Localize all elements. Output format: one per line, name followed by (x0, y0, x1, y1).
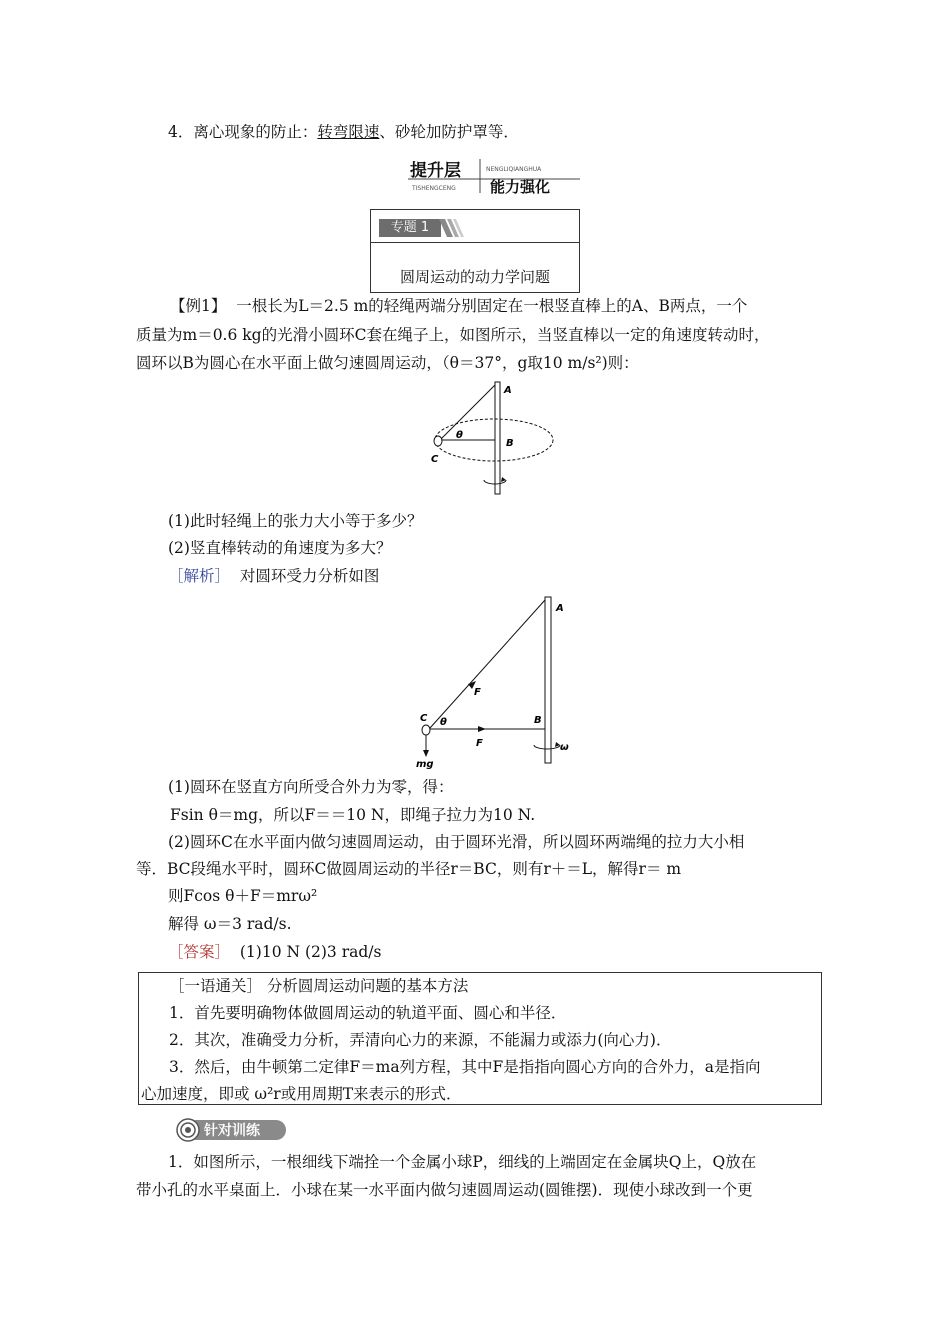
analysis-tag: ［解析］ (168, 567, 231, 585)
summary-point-4: 心加速度，即或 ω²r或用周期T来表示的形式． (141, 1085, 462, 1103)
example-tag: 【例1】 (170, 297, 227, 315)
drill-badge (176, 1118, 288, 1142)
question-1: (1)此时轻绳上的张力大小等于多少？ (168, 512, 423, 530)
banner-pinyin-left: TISHENGCENG (412, 185, 456, 192)
summary-box (138, 972, 822, 1105)
analysis-step-2: Fsin θ＝mg，所以F＝＝10 N，即绳子拉力为10 N. (170, 806, 536, 824)
banner-pinyin-right: NENGLIQIANGHUA (486, 166, 542, 173)
banner-title-left: 提升层 (410, 161, 461, 181)
analysis-intro-line: ［解析］ 对圆环受力分析如图 (168, 567, 380, 585)
topic-title: 圆周运动的动力学问题 (399, 268, 550, 286)
banner-graphic (406, 157, 582, 195)
answer-tag: ［答案］ (168, 943, 231, 961)
topic-label: 专题 1 (379, 219, 441, 237)
analysis-step-4: 等．BC段绳水平时，圆环C做圆周运动的半径r＝BC，则有r＋＝L，解得r＝ m (136, 860, 682, 878)
fig2-label-omega: ω (560, 742, 569, 753)
summary-point-1: 1．首先要明确物体做圆周运动的轨道平面、圆心和半径． (169, 1004, 567, 1022)
underlined-term: 转弯限速 (317, 123, 380, 141)
banner-title-right: 能力强化 (490, 178, 551, 195)
example-line-2: 质量为m＝0.6 kg的光滑小圆环C套在绳子上，如图所示，当竖直棒以一定的角速度转动时， (136, 326, 770, 344)
fig2-label-f-rope: F (474, 687, 481, 698)
fig1-label-b: B (506, 438, 514, 449)
drill-label: 针对训练 (204, 1123, 260, 1139)
drill-question-1-line-2: 带小孔的水平桌面上．小球在某一水平面内做匀速圆周运动(圆锥摆)．现使小球改到一个更 (136, 1181, 753, 1199)
example-line-1: 【例1】 一根长为L＝2.5 m的轻绳两端分别固定在一根竖直棒上的A、B两点，一个 (170, 297, 748, 315)
fig2-label-c: C (420, 713, 428, 724)
target-icon (176, 1118, 288, 1142)
stripes-decoration (439, 219, 469, 237)
question-2: (2)竖直棒转动的角速度为多大？ (168, 539, 392, 557)
fig1-label-a: A (504, 385, 512, 396)
fig1-label-theta: θ (456, 430, 463, 441)
figure-2 (410, 595, 580, 770)
fig2-label-theta: θ (440, 717, 447, 728)
fig1-label-c: C (431, 454, 439, 465)
drill-question-1-line-1: 1．如图所示，一根细线下端拴一个金属小球P，细线的上端固定在金属块Q上，Q放在 (168, 1153, 757, 1171)
summary-point-2: 2．其次，准确受力分析，弄清向心力的来源，不能漏力或添力(向心力)． (169, 1031, 672, 1049)
fig2-label-b: B (534, 715, 542, 726)
intro-item-4: 4．离心现象的防止：转弯限速、砂轮加防护罩等． (168, 123, 519, 141)
topic-header (371, 210, 579, 243)
analysis-step-5: 则Fcos θ＋F＝mrω² (168, 887, 318, 905)
analysis-step-6: 解得 ω＝3 rad/s. (168, 915, 292, 933)
fig2-label-f-horizontal: F (476, 738, 483, 749)
topic-box (370, 209, 580, 293)
answer-line (168, 942, 381, 962)
analysis-step-3: (2)圆环C在水平面内做匀速圆周运动，由于圆环光滑，所以圆环两端绳的拉力大小相 (168, 833, 745, 851)
fig2-label-mg: mg (416, 759, 434, 770)
summary-title: ［一语通关］ 分析圆周运动问题的基本方法 (169, 977, 469, 995)
answer-text: (1)10 N (2)3 rad/s (239, 943, 382, 961)
figure-1 (428, 380, 558, 500)
summary-point-3: 3．然后，由牛顿第二定律F＝ma列方程，其中F是指指向圆心方向的合外力，a是指向 (169, 1058, 761, 1076)
analysis-step-1: (1)圆环在竖直方向所受合外力为零，得： (168, 778, 454, 796)
fig2-label-a: A (556, 603, 564, 614)
section-banner (406, 157, 582, 195)
example-line-3: 圆环以B为圆心在水平面上做匀速圆周运动，（θ＝37°，g取10 m/s²)则： (136, 354, 639, 372)
